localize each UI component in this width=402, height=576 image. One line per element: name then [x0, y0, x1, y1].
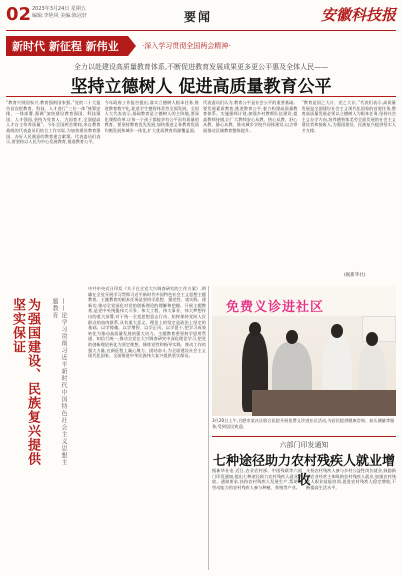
photo-head: [331, 324, 343, 338]
photo-caption: 3月20日上午,合肥市某社区联合医院开展免费义诊进社区活动,为居民提供健康咨询、血压测量等服务,受到居民欢迎。: [212, 418, 395, 429]
second-kicker: 六部门印发通知: [279, 441, 329, 449]
second-headline: 七种途径助力农村残疾人就业增收: [212, 454, 395, 488]
photo-head: [366, 332, 378, 346]
article-column: “教育兴则国家兴,教育强则国家强。”党的二十大报告首次把教育、科技、人才进行“三位一体”统筹安排、一体部署,强调“加快建设教育强国、科技强国、人才强国,坚持为党育人、为国育才,全面提高人才自主培养质量”。今年全国两会期间,来自教育战线的代表委员们结合工作实际,为加快建设教育强国、办好人民满意的教育建言献策。代表委员们表示,要坚持以人民为中心发展教育,推进教育公平。: [6, 100, 101, 145]
banner-subtitle: ·深入学习贯彻全国两会精神·: [142, 42, 231, 50]
lead-article-body: [6, 100, 396, 280]
lead-byline: (据新华社): [344, 273, 366, 278]
article-column: 今年政府工作报告提出,落实立德树人根本任务,推进教育数字化,促进学生德智体美劳全面发展。全国人大代表表示,基础教育是立德树人的主阵地,要深化课程改革,让每一个孩子都能享有公平而有质量的教育。要坚持教育优先发展,加快推进义务教育优质均衡发展和城乡一体化,扩大优质教育资源覆盖面。: [104, 100, 199, 133]
page-header: [6, 4, 396, 31]
photo-head: [249, 322, 261, 336]
page-number: 02: [6, 4, 32, 25]
lead-kicker: 全力以赴建设高质量教育体系,不断促进教育发展成果更多更公平惠及全体人民——: [73, 63, 329, 71]
feature-subtitle: ——论学习贯彻习近平新时代中国特色社会主义思想主题教育: [51, 298, 67, 466]
date-line: 2023年3月24日 星期五: [32, 6, 86, 12]
feature-title: 为强国建设、民族复兴提供坚实保证: [10, 298, 40, 466]
photo-banner-text: 免费义诊进社区: [226, 300, 325, 315]
divider-rule: [212, 436, 396, 437]
article-column: 据新华社电 近日,农业农村部、中国残联等六部门印发通知,提出七种途径助力农村残疾人就业增收。通知要求,扶持农村残疾人发展生产,帮助有劳动能力的农村残疾人参与种植、养殖等产业。: [212, 468, 302, 490]
topic-banner: [6, 36, 396, 56]
article-column: 支持农村残疾人参与乡村公益性岗位就业,鼓励新型农业经营主体吸纳农村残疾人就业,加强农村残疾人职业技能培训,促进农村残疾人稳定增收,不断提高生活水平。: [306, 468, 396, 490]
article-column: 代表委员们认为,教育公平是社会公平的重要基础。要发展素质教育,推进教育公平,着力构建高质量教育体系。实施强师计划,加强乡村教师队伍建设,提高教师待遇,让广大教师安心从教、热心从教、舒心从教、静心从教。推动城乡学校共同体建设,以点带面推动区域教育整体提升。: [203, 100, 298, 133]
news-photo: [212, 286, 396, 416]
divider-rule: [6, 96, 396, 97]
editor-line: 编辑:李艳风 美编:陈冠轩: [32, 13, 87, 19]
banner-title: 新时代 新征程 新伟业: [12, 40, 119, 53]
feature-body: 中共中央近日印发《关于在全党大兴调查研究的工作方案》,明确在全党开展学习贯彻习近平新时代中国特色社会主义思想主题教育。主题教育的根本任务是坚持学思想、强党性、重实践、建新功,推动全党深化对党的创新理论的理解和把握。开展主题教育,是党中央统揽伟大斗争、伟大工程、伟大事业、伟大梦想作出的重大部署,对于统一全党思想意志行动、始终保持党同人民群众的血肉联系,具有重大意义。理论上的坚定是政治上坚定的基础。以学铸魂、以学增智、以学正风、以学促干,把学习成效转化为推动高质量发展的强大动力。主题教育要坚持学思用贯通、知信行统一,推动全党在大兴调查研究中深化理论学习,把党的创新理论转化为坚定理想、锤炼党性和指导实践、推动工作的强大力量,在新征程上凝心聚力、团结奋斗,为全面建设社会主义现代化国家、全面推进中华民族伟大复兴提供坚实保证。: [88, 286, 206, 359]
article-column: “教育是国之大计、党之大计。”代表们表示,高质量发展是全面建设社会主义现代化国家的首要任务,教育高质量发展必须以立德树人为根本任务,坚持社会主义办学方向,培养德智体美劳全面发展的社会主义建设者和接班人,为强国建设、民族复兴提供坚实人才支撑。: [301, 100, 396, 133]
lead-headline: 坚持立德树人 促进高质量教育公平: [70, 77, 332, 97]
section-title: 要闻: [184, 10, 213, 24]
masthead-logo: 安徽科技报: [320, 6, 396, 24]
column-divider: [208, 286, 209, 570]
second-article-body: [212, 468, 396, 572]
feature-title-block: [10, 298, 84, 468]
photo-table: [252, 390, 396, 416]
issue-meta: [32, 6, 87, 20]
photo-head: [286, 330, 298, 344]
